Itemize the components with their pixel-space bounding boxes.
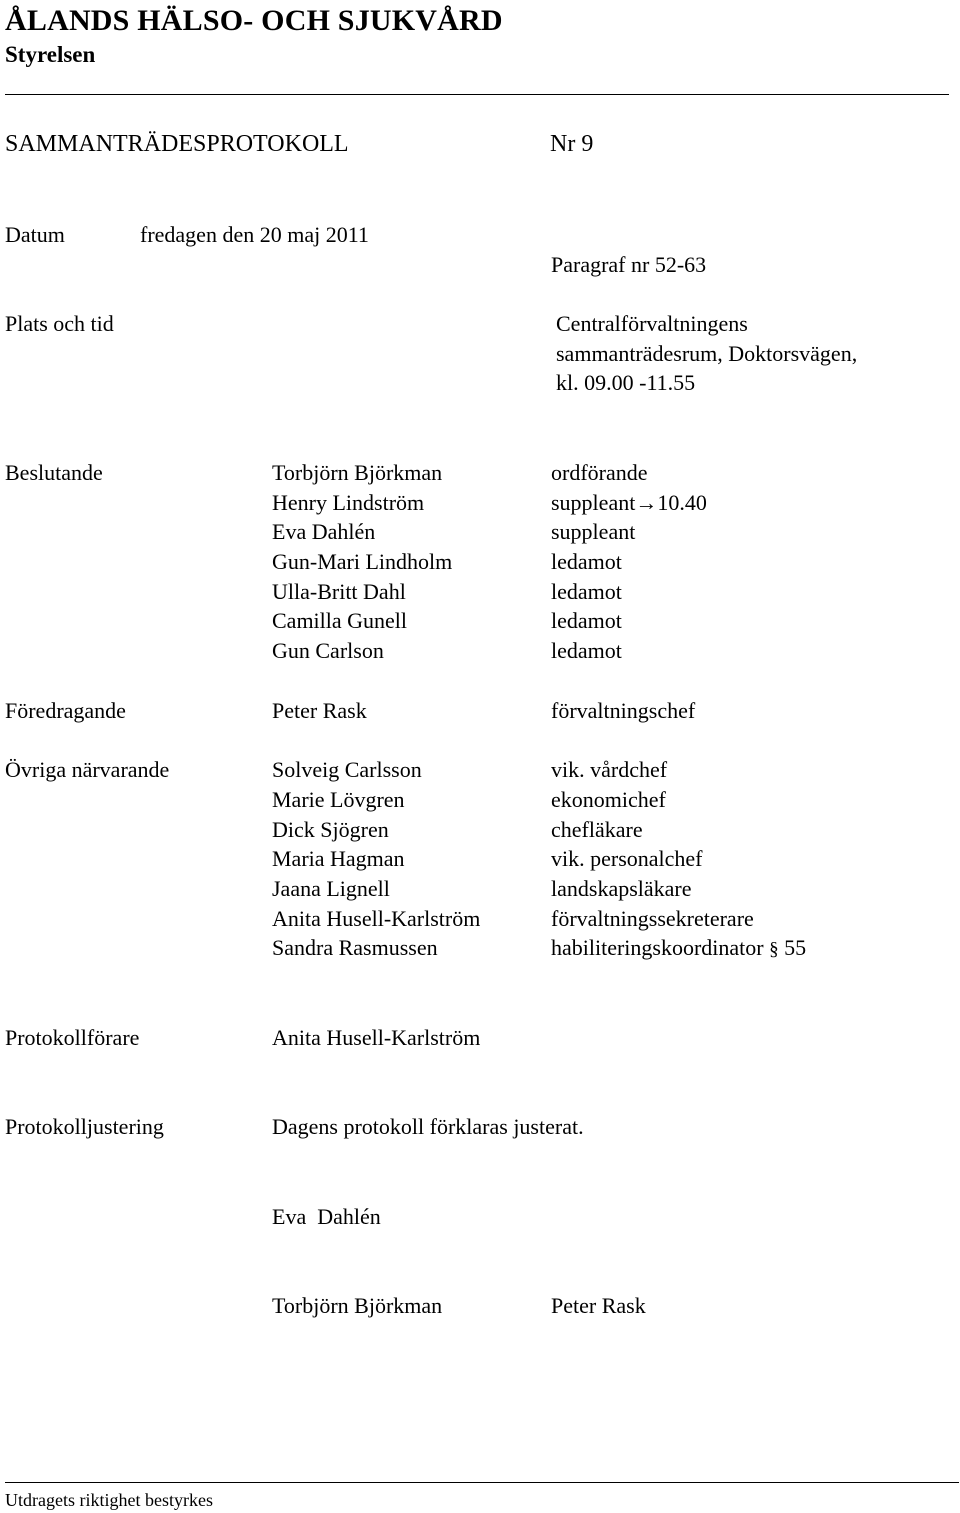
attendee-name: Maria Hagman [272,846,405,871]
signature-chair: Torbjörn Björkman [272,1293,443,1318]
section-number: 55 [784,935,807,960]
board-name: Styrelsen [5,42,96,67]
member-name: Ulla-Britt Dahl [272,579,406,604]
attendee-role: habiliteringskoordinator [551,935,764,960]
presenter-name: Peter Rask [272,698,367,723]
member-role: suppleant [551,519,636,544]
attendee-name: Anita Husell-Karlström [272,906,481,931]
member-role: ledamot [551,549,622,574]
attendee-role: vik. personalchef [551,846,703,871]
secretary-name: Anita Husell-Karlström [272,1025,481,1050]
attendee-name: Jaana Lignell [272,876,390,901]
adjustment-text: Dagens protokoll förklaras justerat. [272,1114,584,1139]
protocol-title: SAMMANTRÄDESPROTOKOLL [5,131,349,157]
attendee-name: Dick Sjögren [272,817,389,842]
member-name: Gun Carlson [272,638,384,663]
attendee-name: Marie Lövgren [272,787,405,812]
others-label: Övriga närvarande [5,757,170,782]
member-name: Torbjörn Björkman [272,460,443,485]
place-line: Centralförvaltningens [556,311,748,336]
header-divider [5,94,949,95]
place-label: Plats och tid [5,311,114,336]
member-name: Camilla Gunell [272,608,408,633]
paragraph-range: Paragraf nr 52-63 [551,252,707,277]
signature-adjuster: Eva Dahlén [272,1204,381,1229]
member-role: suppleant→10.40 [551,490,707,515]
attendee-role: vik. vårdchef [551,757,668,782]
protocol-number: Nr 9 [550,131,594,157]
member-name: Henry Lindström [272,490,425,515]
certification-text: Utdragets riktighet bestyrkes [5,1490,213,1510]
deciding-label: Beslutande [5,460,103,485]
date-value: fredagen den 20 maj 2011 [140,222,369,247]
signature-chief: Peter Rask [551,1293,646,1318]
member-role: ledamot [551,579,622,604]
attendee-role: landskapsläkare [551,876,692,901]
presenter-role: förvaltningschef [551,698,696,723]
member-role: ledamot [551,638,622,663]
place-line: kl. 09.00 -11.55 [556,370,696,395]
member-name: Eva Dahlén [272,519,376,544]
attendee-name: Sandra Rasmussen [272,935,438,960]
attendee-role: chefläkare [551,817,643,842]
date-label: Datum [5,222,65,247]
place-line: sammanträdesrum, Doktorsvägen, [556,341,858,366]
member-role: ledamot [551,608,622,633]
adjustment-label: Protokolljustering [5,1114,164,1139]
section-symbol: § [769,939,779,960]
attendee-role: förvaltningssekreterare [551,906,754,931]
attendee-role-with-section [551,937,806,959]
organization-title: ÅLANDS HÄLSO- OCH SJUKVÅRD [5,4,503,37]
presenter-label: Föredragande [5,698,126,723]
attendee-name: Solveig Carlsson [272,757,422,782]
member-name: Gun-Mari Lindholm [272,549,453,574]
secretary-label: Protokollförare [5,1025,140,1050]
footer-divider [5,1482,959,1483]
attendee-role: ekonomichef [551,787,666,812]
member-role: ordförande [551,460,648,485]
